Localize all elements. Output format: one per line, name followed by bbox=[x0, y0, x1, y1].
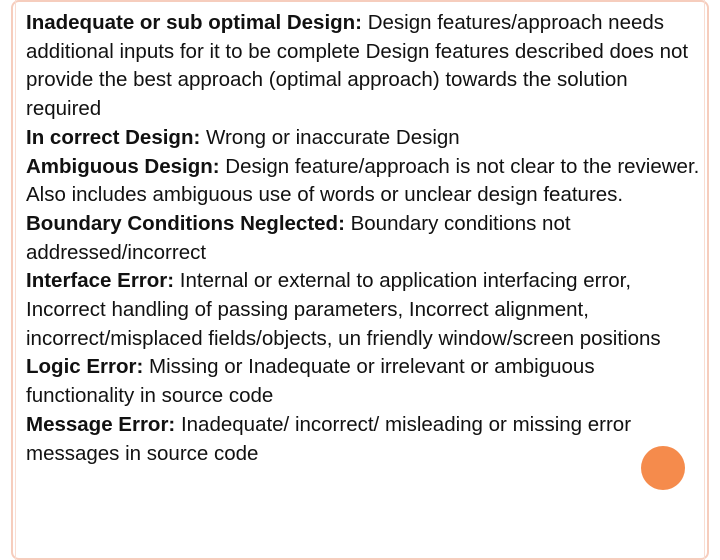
definition-inadequate-design bbox=[26, 9, 700, 124]
definition-interface-error bbox=[26, 267, 700, 353]
definition-term: Boundary Conditions Neglected: bbox=[26, 211, 345, 235]
definition-term: Message Error: bbox=[26, 412, 176, 436]
definition-term: Logic Error: bbox=[26, 355, 144, 379]
definition-text: Design feature/approach is not clear to the reviewer. Also includes ambiguous use of words or unclear design features. bbox=[26, 154, 700, 207]
definition-text: Design features/approach needs additional inputs for it to be complete Design features described does not provide the best approach (optimal approach) towards the solution required bbox=[26, 11, 689, 121]
definition-term: In correct Design: bbox=[26, 125, 201, 149]
definition-text: Internal or external to application interfacing error, Incorrect handling of passing parameters, Incorrect alignment, incorrect/misplaced fields/objects, un friendly window/screen positions bbox=[26, 269, 661, 350]
definition-term: Inadequate or sub optimal Design: bbox=[26, 11, 363, 34]
definitions-list bbox=[26, 9, 700, 468]
definition-ambiguous-design bbox=[26, 153, 700, 210]
definition-text: Inadequate/ incorrect/ misleading or missing error messages in source code bbox=[26, 412, 632, 465]
definition-text: Wrong or inaccurate Design bbox=[200, 125, 460, 149]
definition-incorrect-design bbox=[26, 124, 700, 153]
definition-text: Missing or Inadequate or irrelevant or ambiguous functionality in source code bbox=[26, 355, 595, 408]
definition-term: Interface Error: bbox=[26, 269, 175, 293]
definition-logic-error bbox=[26, 353, 700, 410]
definition-message-error bbox=[26, 411, 700, 468]
definition-boundary-conditions bbox=[26, 210, 700, 267]
definition-term: Ambiguous Design: bbox=[26, 154, 220, 178]
definition-text: Boundary conditions not addressed/incorrect bbox=[26, 211, 571, 264]
